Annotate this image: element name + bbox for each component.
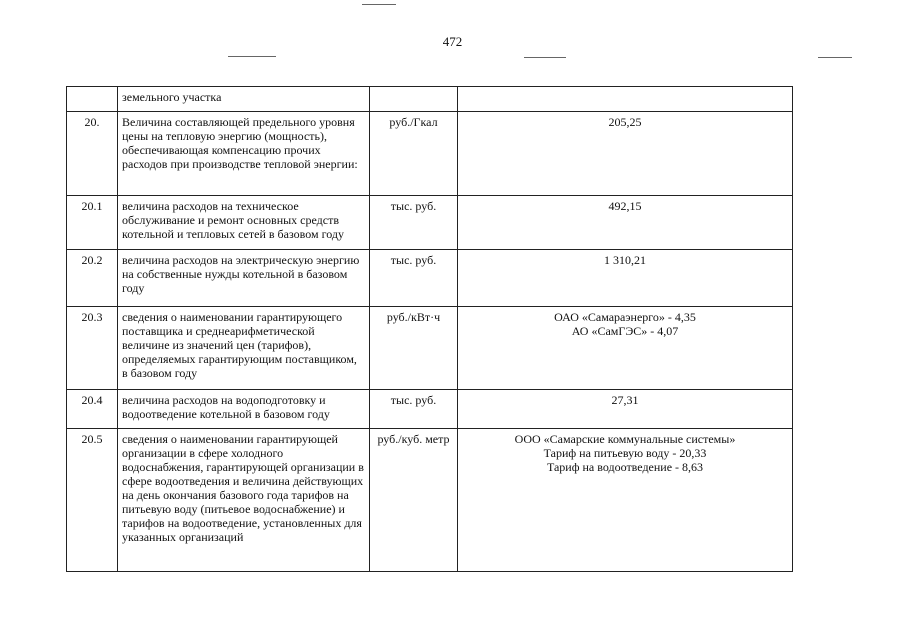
row-number-cell: 20.5 bbox=[67, 429, 118, 572]
row-value-line: Тариф на питьевую воду - 20,33 bbox=[543, 446, 707, 460]
row-unit-cell: тыс. руб. bbox=[370, 250, 458, 307]
row-unit-cell: руб./Гкал bbox=[370, 112, 458, 196]
row-unit-cell: тыс. руб. bbox=[370, 196, 458, 250]
table-row bbox=[67, 196, 793, 250]
row-description-cell: величина расходов на техническое обслуживание и ремонт основных средств котельной и тепловых сетей в базовом году bbox=[118, 196, 370, 250]
row-value-cell bbox=[458, 429, 793, 572]
row-number-cell: 20.3 bbox=[67, 307, 118, 390]
scan-mark bbox=[524, 57, 566, 58]
row-number-cell: 20.1 bbox=[67, 196, 118, 250]
table-row bbox=[67, 429, 793, 572]
table-row bbox=[67, 307, 793, 390]
row-unit-cell bbox=[370, 87, 458, 112]
row-unit-cell: тыс. руб. bbox=[370, 390, 458, 429]
row-unit-cell: руб./куб. метр bbox=[370, 429, 458, 572]
scan-mark bbox=[228, 56, 276, 57]
row-value-line: 27,31 bbox=[611, 393, 639, 407]
row-value-cell bbox=[458, 390, 793, 429]
row-value-line: ОАО «Самараэнерго» - 4,35 bbox=[554, 310, 696, 324]
row-value-line: 1 310,21 bbox=[604, 253, 646, 267]
row-description-cell: земельного участка bbox=[118, 87, 370, 112]
row-value-line: АО «СамГЭС» - 4,07 bbox=[571, 324, 679, 338]
tariff-table bbox=[66, 86, 793, 572]
row-description-cell: величина расходов на электрическую энергию на собственные нужды котельной в базовом году bbox=[118, 250, 370, 307]
row-unit-cell: руб./кВт·ч bbox=[370, 307, 458, 390]
row-value-cell bbox=[458, 307, 793, 390]
row-value-line: Тариф на водоотведение - 8,63 bbox=[546, 460, 704, 474]
row-value-cell bbox=[458, 196, 793, 250]
row-value-cell bbox=[458, 250, 793, 307]
row-value-cell bbox=[458, 112, 793, 196]
table-row bbox=[67, 87, 793, 112]
row-description-cell: величина расходов на водоподготовку и водоотведение котельной в базовом году bbox=[118, 390, 370, 429]
table-row bbox=[67, 112, 793, 196]
row-description-cell: сведения о наименовании гарантирующей организации в сфере холодного водоснабжения, гарантирующей организации в сфере водоотведения и величина действующих на день окончания базового года тарифов на питьевую воду (питьевое водоснабжение) и тарифов на водоотведение, установленных для указанных организаций bbox=[118, 429, 370, 572]
page-number: 472 bbox=[442, 34, 463, 49]
row-number-cell: 20. bbox=[67, 112, 118, 196]
table-row bbox=[67, 250, 793, 307]
row-value-line: ООО «Самарские коммунальные системы» bbox=[514, 432, 736, 446]
row-value-line: 492,15 bbox=[608, 199, 642, 213]
row-number-cell: 20.4 bbox=[67, 390, 118, 429]
scan-mark bbox=[818, 57, 852, 58]
row-description-cell: Величина составляющей предельного уровня цены на тепловую энергию (мощность), обеспечивающая компенсацию прочих расходов при производстве тепловой энергии: bbox=[118, 112, 370, 196]
row-number-cell bbox=[67, 87, 118, 112]
table-row bbox=[67, 390, 793, 429]
row-value-cell bbox=[458, 87, 793, 112]
row-description-cell: сведения о наименовании гарантирующего поставщика и среднеарифметической величине из значений цен (тарифов), определяемых гарантирующим поставщиком, в базовом году bbox=[118, 307, 370, 390]
row-number-cell: 20.2 bbox=[67, 250, 118, 307]
scan-mark bbox=[362, 4, 396, 5]
row-value-line: 205,25 bbox=[608, 115, 642, 129]
